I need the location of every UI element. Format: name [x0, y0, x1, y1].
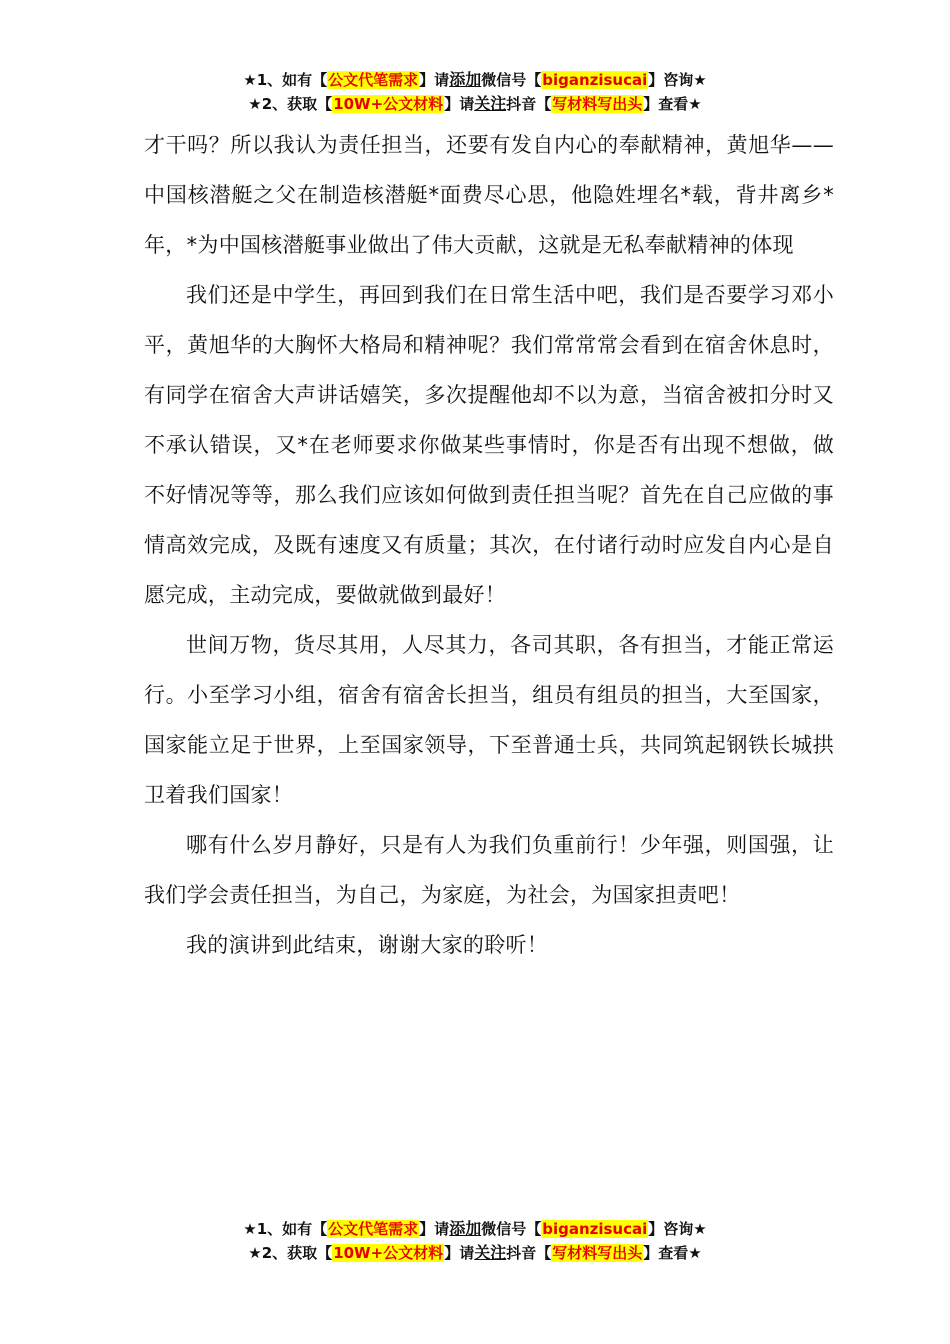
emphasis-add: 添加: [449, 1219, 482, 1238]
emphasis-follow: 关注: [474, 1243, 507, 1262]
banner-text: 】请: [419, 71, 450, 89]
highlight-wechat-id: biganzisucai: [542, 1220, 648, 1238]
paragraph-2: 我们还是中学生，再回到我们在日常生活中吧，我们是否要学习邓小平，黄旭华的大胸怀大格局和精神呢？我们常常常会看到在宿舍休息时，有同学在宿舍大声讲话嬉笑，多次提醒他却不以为意，当宿舍被扣分时又不承认错误，又*在老师要求你做某些事情时，你是否有出现不想做，做不好情况等等，那么我们应该如何做到责任担当呢？首先在自己应做的事情高效完成，及既有速度又有质量；其次，在付诸行动时应发自内心是自愿完成，主动完成，要做就做到最好！: [144, 283, 834, 607]
banner-text: 】请: [444, 1244, 475, 1262]
highlight-materials: 10W+公文材料: [333, 1244, 444, 1262]
paragraph-4: 哪有什么岁月静好，只是有人为我们负重前行！少年强，则国强，让我们学会责任担当，为自己，为家庭，为社会，为国家担责吧！: [144, 833, 834, 907]
banner-text: 】咨询★: [648, 1220, 707, 1238]
banner-text: ★2、获取【: [248, 1244, 333, 1262]
highlight-douyin-account: 写材料写出头: [552, 1244, 643, 1262]
banner-text: 微信号【: [481, 71, 542, 89]
banner-line-2: [0, 92, 950, 116]
emphasis-follow: 关注: [474, 94, 507, 113]
paragraph-3: 世间万物，货尽其用，人尽其力，各司其职，各有担当，才能正常运行。小至学习小组，宿舍有宿舍长担当，组员有组员的担当，大至国家，国家能立足于世界，上至国家领导，下至普通士兵，共同筑起钢铁长城拱卫着我们国家！: [144, 633, 834, 807]
banner-text: 抖音【: [506, 1244, 552, 1262]
emphasis-add: 添加: [449, 70, 482, 89]
banner-line-1: [0, 1217, 950, 1241]
paragraph-1: 才干吗？所以我认为责任担当，还要有发自内心的奉献精神，黄旭华——中国核潜艇之父在制造核潜艇*面费尽心思，他隐姓埋名*载，背井离乡*年，*为中国核潜艇事业做出了伟大贡献，这就是无私奉献精神的体现: [144, 133, 834, 257]
banner-text: ★2、获取【: [248, 95, 333, 113]
banner-text: ★1、如有【: [243, 71, 328, 89]
banner-text: 】请: [444, 95, 475, 113]
header-banner: [0, 68, 950, 116]
banner-text: 】请: [419, 1220, 450, 1238]
banner-text: 】查看★: [643, 1244, 702, 1262]
banner-line-1: [0, 68, 950, 92]
highlight-materials: 10W+公文材料: [333, 95, 444, 113]
banner-text: 微信号【: [481, 1220, 542, 1238]
banner-text: ★1、如有【: [243, 1220, 328, 1238]
banner-text: 抖音【: [506, 95, 552, 113]
banner-line-2: [0, 1241, 950, 1265]
highlight-wechat-id: biganzisucai: [542, 71, 648, 89]
banner-text: 】咨询★: [648, 71, 707, 89]
highlight-service: 公文代笔需求: [328, 1220, 419, 1238]
highlight-douyin-account: 写材料写出头: [552, 95, 643, 113]
highlight-service: 公文代笔需求: [328, 71, 419, 89]
footer-banner: [0, 1217, 950, 1265]
banner-text: 】查看★: [643, 95, 702, 113]
document-body: [144, 120, 834, 970]
paragraph-5: 我的演讲到此结束，谢谢大家的聆听！: [186, 933, 549, 957]
